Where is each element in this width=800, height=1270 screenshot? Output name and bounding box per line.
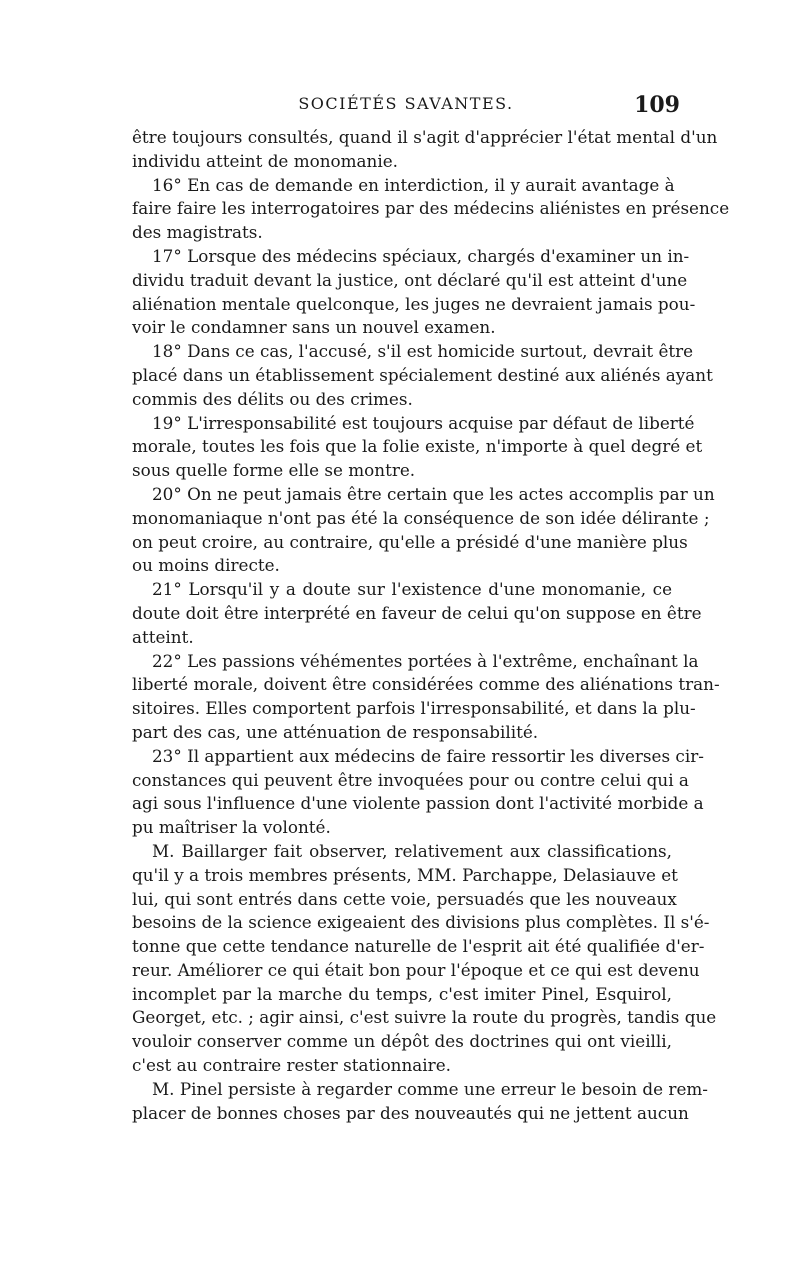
text-line: 17° Lorsque des médecins spéciaux, chargés d'examiner un in- — [152, 245, 690, 266]
text-line: individu atteint de monomanie. — [132, 150, 398, 171]
text-line: incomplet par la marche du temps, c'est imiter Pinel, Esquirol, — [132, 983, 672, 1004]
text-line: être toujours consultés, quand il s'agit d'apprécier l'état mental d'un — [132, 127, 718, 147]
text-line: 22° Les passions véhémentes portées à l'extrême, enchaînant la — [152, 650, 699, 671]
text-line: lui, qui sont entrés dans cette voie, persuadés que les nouveaux — [132, 888, 677, 909]
text-line: liberté morale, doivent être considérées comme des aliénations tran- — [132, 674, 720, 695]
text-line: on peut croire, au contraire, qu'elle a présidé d'une manière plus — [132, 531, 688, 552]
text-line: doute doit être interprété en faveur de celui qu'on suppose en être — [132, 602, 702, 623]
text-line: sous quelle forme elle se montre. — [132, 460, 416, 481]
text-line: Georget, etc. ; agir ainsi, c'est suivre la route du progrès, tandis que — [132, 1007, 717, 1028]
text-line: qu'il y a trois membres présents, MM. Parchappe, Delasiauve et — [132, 864, 678, 885]
text-line: 16° En cas de demande en interdiction, il y aurait avantage à — [152, 174, 675, 195]
text-line: tonne que cette tendance naturelle de l'esprit ait été qualifiée d'er- — [132, 936, 705, 957]
text-line: 21° Lorsqu'il y a doute sur l'existence d'une monomanie, ce — [152, 579, 672, 600]
text-line: 18° Dans ce cas, l'accusé, s'il est homicide surtout, devrait être — [152, 341, 694, 362]
text-line: dividu traduit devant la justice, ont déclaré qu'il est atteint d'une — [132, 269, 688, 290]
text-line: agi sous l'influence d'une violente passion dont l'activité morbide a — [132, 793, 704, 814]
text-line: atteint. — [132, 626, 194, 647]
text-line: pu maîtriser la volonté. — [132, 817, 331, 838]
text-line: ou moins directe. — [132, 555, 280, 576]
running-head: SOCIÉTÉS SAVANTES. — [298, 94, 514, 113]
text-line: c'est au contraire rester stationnaire. — [132, 1055, 451, 1076]
page-header — [132, 92, 680, 118]
text-line: M. Baillarger fait observer, relativement aux classifications, — [152, 840, 672, 861]
text-line: aliénation mentale quelconque, les juges ne devraient jamais pou- — [132, 293, 696, 314]
text-line: 23° Il appartient aux médecins de faire ressortir les diverses cir- — [152, 745, 704, 766]
page-number: 109 — [634, 92, 680, 118]
text-line: placé dans un établissement spécialement destiné aux aliénés ayant — [132, 364, 713, 385]
text-line: M. Pinel persiste à regarder comme une erreur le besoin de rem- — [152, 1078, 708, 1099]
text-line: monomaniaque n'ont pas été la conséquence de son idée délirante ; — [132, 507, 710, 528]
text-line: placer de bonnes choses par des nouveautés qui ne jettent aucun — [132, 1102, 689, 1123]
text-line: reur. Améliorer ce qui était bon pour l'époque et ce qui est devenu — [132, 959, 700, 980]
body-text — [132, 126, 730, 1125]
text-line: commis des délits ou des crimes. — [132, 388, 413, 409]
text-line: vouloir conserver comme un dépôt des doctrines qui ont vieilli, — [132, 1031, 672, 1052]
text-line: sitoires. Elles comportent parfois l'irresponsabilité, et dans la plu- — [132, 698, 696, 719]
text-line: voir le condamner sans un nouvel examen. — [132, 317, 496, 338]
text-line: des magistrats. — [132, 222, 263, 243]
text-line: part des cas, une atténuation de responsabilité. — [132, 721, 539, 742]
text-line: besoins de la science exigeaient des divisions plus complètes. Il s'é- — [132, 912, 710, 933]
text-line: faire faire les interrogatoires par des médecins aliénistes en présence — [132, 198, 730, 219]
text-line: constances qui peuvent être invoquées pour ou contre celui qui a — [132, 769, 689, 790]
text-line: morale, toutes les fois que la folie existe, n'importe à quel degré et — [132, 436, 703, 457]
text-line: 20° On ne peut jamais être certain que les actes accomplis par un — [152, 483, 715, 504]
text-line: 19° L'irresponsabilité est toujours acquise par défaut de liberté — [152, 412, 695, 433]
